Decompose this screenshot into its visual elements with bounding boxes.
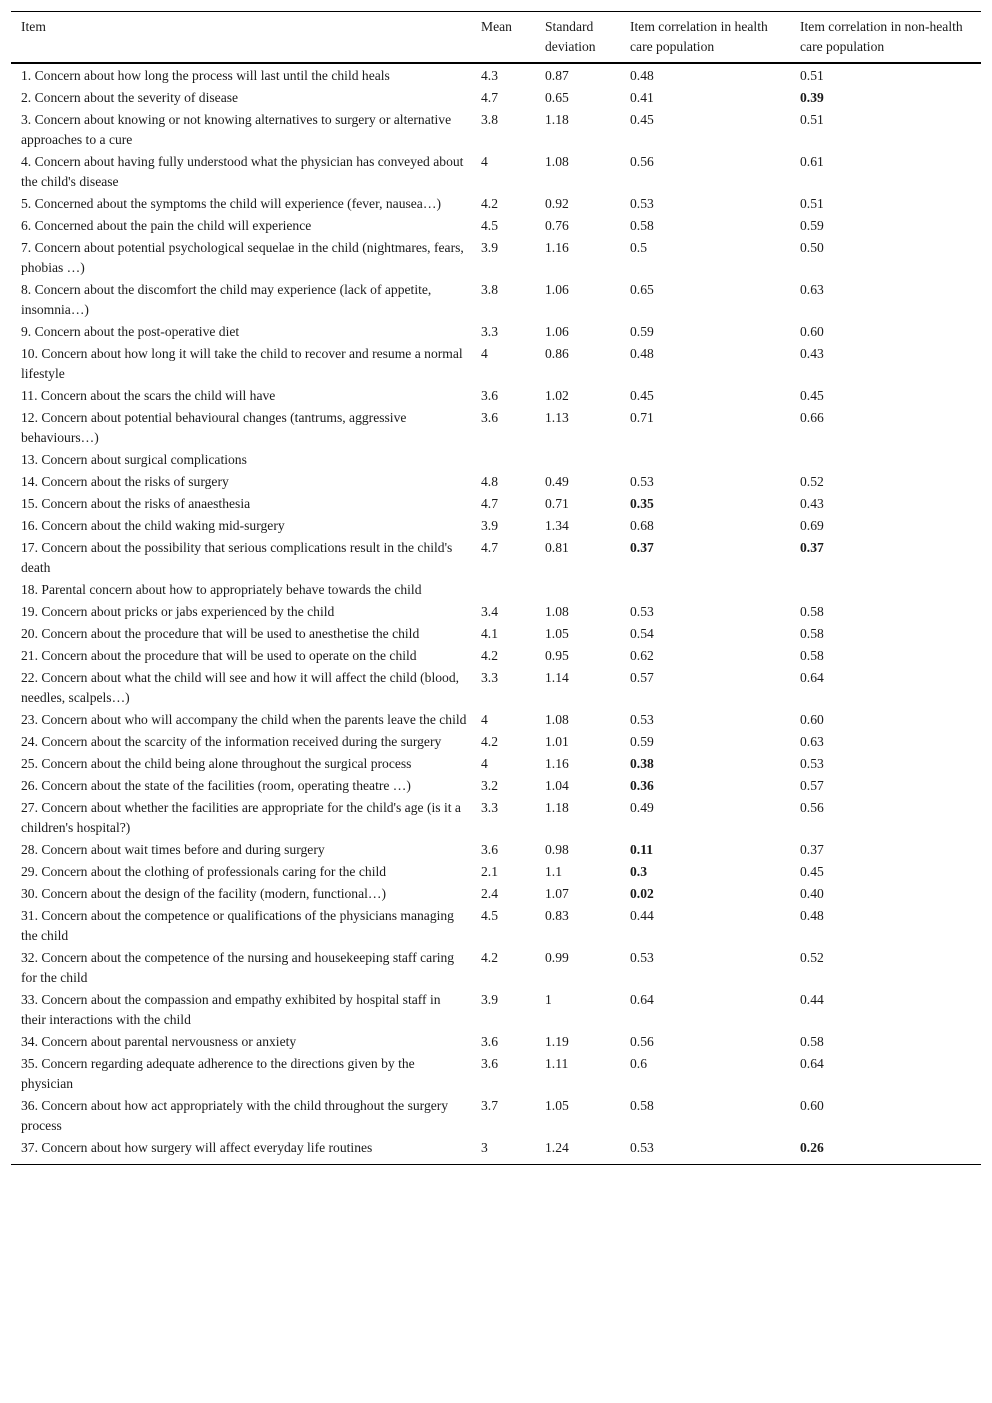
- item-cell: 22. Concern about what the child will see and how it will affect the child (blood, needles, scalpels…): [21, 670, 460, 705]
- nhc-cell: [796, 450, 981, 472]
- table-row: [11, 990, 981, 1032]
- nhc-cell: 0.58: [800, 604, 824, 619]
- sd-cell: 1.08: [545, 712, 569, 727]
- item-cell: 30. Concern about the design of the facility (modern, functional…): [21, 886, 387, 901]
- item-cell: 14. Concern about the risks of surgery: [21, 474, 229, 489]
- mean-cell: 3.9: [481, 992, 498, 1007]
- table-row: [11, 776, 981, 798]
- mean-cell: 3.2: [481, 778, 498, 793]
- table-row: [11, 798, 981, 840]
- mean-cell: 4: [481, 756, 488, 771]
- hc-cell-bold: 0.02: [630, 886, 654, 901]
- mean-cell: 3.6: [481, 1056, 498, 1071]
- item-cell: 34. Concern about parental nervousness or anxiety: [21, 1034, 297, 1049]
- table-row: [11, 408, 981, 450]
- table-row: [11, 194, 981, 216]
- item-cell: 5. Concerned about the symptoms the child will experience (fever, nausea…): [21, 196, 441, 211]
- nhc-cell: 0.61: [800, 154, 824, 169]
- item-cell: 27. Concern about whether the facilities are appropriate for the child's age (is it a children's hospital?): [21, 800, 461, 835]
- mean-cell: 4.2: [481, 648, 498, 663]
- table-row: [11, 754, 981, 776]
- sd-cell: [541, 450, 626, 472]
- table-row: [11, 538, 981, 580]
- nhc-cell: 0.51: [800, 196, 824, 211]
- mean-cell: 4.2: [481, 196, 498, 211]
- nhc-cell: 0.60: [800, 712, 824, 727]
- nhc-cell: 0.52: [800, 950, 824, 965]
- sd-cell: 0.87: [545, 68, 569, 83]
- sd-cell: [541, 580, 626, 602]
- item-cell: 24. Concern about the scarcity of the information received during the surgery: [21, 734, 442, 749]
- nhc-cell: 0.48: [800, 908, 824, 923]
- nhc-cell: 0.37: [800, 842, 824, 857]
- hc-cell: 0.57: [630, 670, 654, 685]
- mean-cell: 4.7: [481, 540, 498, 555]
- nhc-cell: 0.58: [800, 1034, 824, 1049]
- mean-cell: 4.3: [481, 68, 498, 83]
- hc-cell: 0.6: [630, 1056, 647, 1071]
- table-row: [11, 710, 981, 732]
- nhc-cell: 0.51: [800, 112, 824, 127]
- hc-cell: [626, 580, 796, 602]
- table-row: [11, 602, 981, 624]
- sd-cell: 0.49: [545, 474, 569, 489]
- item-cell: 26. Concern about the state of the facilities (room, operating theatre …): [21, 778, 411, 793]
- sd-cell: 1.08: [545, 154, 569, 169]
- mean-cell: 3.8: [481, 112, 498, 127]
- hc-cell: 0.53: [630, 474, 654, 489]
- mean-cell: 3.3: [481, 324, 498, 339]
- item-cell: 3. Concern about knowing or not knowing alternatives to surgery or alternative approaches to a cure: [21, 112, 452, 147]
- sd-cell: 0.92: [545, 196, 569, 211]
- hc-cell: 0.58: [630, 1098, 654, 1113]
- sd-cell: 1.16: [545, 240, 569, 255]
- hc-cell: 0.53: [630, 196, 654, 211]
- sd-cell: 1.24: [541, 1138, 626, 1165]
- sd-cell: 1.34: [545, 518, 569, 533]
- hc-cell: 0.44: [630, 908, 654, 923]
- hc-cell: 0.53: [630, 712, 654, 727]
- hc-cell-bold: 0.38: [630, 756, 654, 771]
- hc-cell: 0.48: [630, 346, 654, 361]
- sd-cell: 1.08: [545, 604, 569, 619]
- nhc-cell-bold: 0.39: [800, 90, 824, 105]
- mean-cell: 4.7: [481, 90, 498, 105]
- item-cell: 13. Concern about surgical complications: [21, 452, 247, 467]
- item-cell: 37. Concern about how surgery will affect everyday life routines: [11, 1138, 477, 1165]
- mean-cell: 4.5: [481, 218, 498, 233]
- sd-cell: 0.99: [545, 950, 569, 965]
- table-row: [11, 1054, 981, 1096]
- nhc-cell: 0.45: [800, 388, 824, 403]
- table-row: [11, 732, 981, 754]
- table-row: [11, 840, 981, 862]
- sd-cell: 1.06: [545, 324, 569, 339]
- item-cell: 7. Concern about potential psychological sequelae in the child (nightmares, fears, phobias …): [21, 240, 464, 275]
- header-standard-deviation: Standard deviation: [541, 12, 626, 64]
- hc-cell: 0.62: [630, 648, 654, 663]
- item-correlation-table: [11, 11, 981, 1165]
- table-row: [11, 1096, 981, 1138]
- table-row: [11, 624, 981, 646]
- sd-cell: 1.18: [545, 800, 569, 815]
- header-item: Item: [11, 12, 477, 64]
- sd-cell: 1.16: [545, 756, 569, 771]
- mean-cell: 3.8: [481, 282, 498, 297]
- nhc-cell: 0.45: [800, 864, 824, 879]
- nhc-cell: 0.57: [800, 778, 824, 793]
- nhc-cell: 0.52: [800, 474, 824, 489]
- header-non-health-care-correlation: Item correlation in non-health care population: [796, 12, 981, 64]
- table-row: [11, 668, 981, 710]
- item-cell: 15. Concern about the risks of anaesthesia: [21, 496, 251, 511]
- item-cell: 28. Concern about wait times before and during surgery: [21, 842, 325, 857]
- mean-cell: 3.4: [481, 604, 498, 619]
- nhc-cell-bold: 0.37: [800, 540, 824, 555]
- hc-cell: 0.45: [630, 388, 654, 403]
- table-row: [11, 516, 981, 538]
- mean-cell: 3.7: [481, 1098, 498, 1113]
- item-cell: 2. Concern about the severity of disease: [21, 90, 239, 105]
- table-row: [11, 322, 981, 344]
- mean-cell: 3.3: [481, 670, 498, 685]
- nhc-cell: 0.69: [800, 518, 824, 533]
- item-cell: 32. Concern about the competence of the nursing and housekeeping staff caring for the child: [21, 950, 455, 985]
- sd-cell: 0.71: [545, 496, 569, 511]
- mean-cell: 3.9: [481, 240, 498, 255]
- item-cell: 31. Concern about the competence or qualifications of the physicians managing the child: [21, 908, 454, 943]
- header-row: [11, 12, 981, 64]
- table-container: [11, 11, 981, 1165]
- table-row: [11, 472, 981, 494]
- table-row: [11, 494, 981, 516]
- mean-cell: 3.3: [481, 800, 498, 815]
- item-cell: 29. Concern about the clothing of professionals caring for the child: [21, 864, 387, 879]
- sd-cell: 0.95: [545, 648, 569, 663]
- sd-cell: 0.86: [545, 346, 569, 361]
- nhc-cell: 0.58: [800, 648, 824, 663]
- hc-cell: 0.59: [630, 734, 654, 749]
- sd-cell: 1: [545, 992, 552, 1007]
- hc-cell-bold: 0.11: [630, 842, 654, 857]
- sd-cell: 1.02: [545, 388, 569, 403]
- hc-cell: [626, 450, 796, 472]
- mean-cell: [477, 580, 541, 602]
- hc-cell: 0.5: [630, 240, 647, 255]
- nhc-cell: 0.50: [800, 240, 824, 255]
- table-row: [11, 862, 981, 884]
- item-cell: 19. Concern about pricks or jabs experienced by the child: [21, 604, 335, 619]
- header-mean: Mean: [477, 12, 541, 64]
- hc-cell: 0.56: [630, 1034, 654, 1049]
- sd-cell: 1.11: [545, 1056, 569, 1071]
- item-cell: 6. Concerned about the pain the child will experience: [21, 218, 312, 233]
- item-cell: 11. Concern about the scars the child will have: [21, 388, 276, 403]
- table-row: [11, 386, 981, 408]
- mean-cell: 2.1: [481, 864, 498, 879]
- mean-cell: 4: [481, 154, 488, 169]
- mean-cell: 3.6: [481, 1034, 498, 1049]
- table-row: [11, 906, 981, 948]
- mean-cell: 4.2: [481, 734, 498, 749]
- mean-cell: 3: [477, 1138, 541, 1165]
- item-cell: 9. Concern about the post-operative diet: [21, 324, 240, 339]
- item-cell: 17. Concern about the possibility that serious complications result in the child's death: [21, 540, 453, 575]
- hc-cell: 0.64: [630, 992, 654, 1007]
- nhc-cell: 0.43: [800, 496, 824, 511]
- hc-cell: 0.54: [630, 626, 654, 641]
- hc-cell: 0.58: [630, 218, 654, 233]
- sd-cell: 1.18: [545, 112, 569, 127]
- hc-cell: 0.71: [630, 410, 654, 425]
- table-row: [11, 238, 981, 280]
- nhc-cell: 0.59: [800, 218, 824, 233]
- nhc-cell: 0.56: [800, 800, 824, 815]
- sd-cell: 1.05: [545, 626, 569, 641]
- nhc-cell: [796, 580, 981, 602]
- mean-cell: 4.1: [481, 626, 498, 641]
- item-cell: 21. Concern about the procedure that will be used to operate on the child: [21, 648, 417, 663]
- hc-cell: 0.56: [630, 154, 654, 169]
- table-row: [11, 152, 981, 194]
- table-row: [11, 216, 981, 238]
- table-header: [11, 12, 981, 64]
- item-cell: 4. Concern about having fully understood what the physician has conveyed about the child's disease: [21, 154, 464, 189]
- hc-cell: 0.41: [630, 90, 654, 105]
- mean-cell: [477, 450, 541, 472]
- sd-cell: 0.76: [545, 218, 569, 233]
- nhc-cell: 0.64: [800, 1056, 824, 1071]
- item-cell: 18. Parental concern about how to appropriately behave towards the child: [21, 582, 422, 597]
- nhc-cell: 0.40: [800, 886, 824, 901]
- item-cell: 10. Concern about how long it will take the child to recover and resume a normal lifestyle: [21, 346, 463, 381]
- hc-cell-bold: 0.3: [630, 864, 647, 879]
- nhc-cell: 0.44: [800, 992, 824, 1007]
- sd-cell: 1.1: [545, 864, 562, 879]
- mean-cell: 4: [481, 346, 488, 361]
- nhc-cell: 0.43: [800, 346, 824, 361]
- item-cell: 16. Concern about the child waking mid-surgery: [21, 518, 285, 533]
- sd-cell: 0.98: [545, 842, 569, 857]
- item-cell: 35. Concern regarding adequate adherence to the directions given by the physician: [21, 1056, 415, 1091]
- table-row: [11, 88, 981, 110]
- table-row: [11, 948, 981, 990]
- nhc-cell: 0.58: [800, 626, 824, 641]
- sd-cell: 1.04: [545, 778, 569, 793]
- mean-cell: 4: [481, 712, 488, 727]
- nhc-cell: 0.60: [800, 324, 824, 339]
- table-row: [11, 450, 981, 472]
- mean-cell: 4.8: [481, 474, 498, 489]
- sd-cell: 1.14: [545, 670, 569, 685]
- mean-cell: 4.2: [481, 950, 498, 965]
- sd-cell: 1.13: [545, 410, 569, 425]
- table-row: [11, 884, 981, 906]
- table-row: [11, 63, 981, 88]
- hc-cell: 0.53: [626, 1138, 796, 1165]
- nhc-cell: 0.63: [800, 734, 824, 749]
- item-cell: 33. Concern about the compassion and empathy exhibited by hospital staff in their interactions with the child: [21, 992, 441, 1027]
- mean-cell: 3.6: [481, 410, 498, 425]
- table-row: [11, 1032, 981, 1054]
- nhc-cell-bold: 0.26: [796, 1138, 981, 1165]
- item-cell: 8. Concern about the discomfort the child may experience (lack of appetite, insomnia…): [21, 282, 432, 317]
- nhc-cell: 0.51: [800, 68, 824, 83]
- sd-cell: 0.81: [545, 540, 569, 555]
- hc-cell: 0.48: [630, 68, 654, 83]
- item-cell: 12. Concern about potential behavioural changes (tantrums, aggressive behaviours…): [21, 410, 407, 445]
- mean-cell: 3.6: [481, 842, 498, 857]
- table-row: [11, 280, 981, 322]
- item-cell: 1. Concern about how long the process will last until the child heals: [21, 68, 390, 83]
- nhc-cell: 0.60: [800, 1098, 824, 1113]
- hc-cell: 0.65: [630, 282, 654, 297]
- item-cell: 23. Concern about who will accompany the child when the parents leave the child: [21, 712, 467, 727]
- table-row: [11, 344, 981, 386]
- mean-cell: 4.7: [481, 496, 498, 511]
- sd-cell: 1.01: [545, 734, 569, 749]
- hc-cell: 0.59: [630, 324, 654, 339]
- header-health-care-correlation: Item correlation in health care population: [626, 12, 796, 64]
- mean-cell: 2.4: [481, 886, 498, 901]
- table-row: [11, 580, 981, 602]
- hc-cell: 0.68: [630, 518, 654, 533]
- hc-cell: 0.49: [630, 800, 654, 815]
- table-body: [11, 63, 981, 1165]
- sd-cell: 0.65: [545, 90, 569, 105]
- hc-cell: 0.53: [630, 950, 654, 965]
- sd-cell: 1.05: [545, 1098, 569, 1113]
- nhc-cell: 0.64: [800, 670, 824, 685]
- hc-cell: 0.45: [630, 112, 654, 127]
- item-cell: 25. Concern about the child being alone throughout the surgical process: [21, 756, 412, 771]
- sd-cell: 1.07: [545, 886, 569, 901]
- mean-cell: 3.9: [481, 518, 498, 533]
- table-row: [11, 646, 981, 668]
- nhc-cell: 0.66: [800, 410, 824, 425]
- mean-cell: 3.6: [481, 388, 498, 403]
- sd-cell: 0.83: [545, 908, 569, 923]
- hc-cell: 0.53: [630, 604, 654, 619]
- mean-cell: 4.5: [481, 908, 498, 923]
- hc-cell-bold: 0.36: [630, 778, 654, 793]
- nhc-cell: 0.63: [800, 282, 824, 297]
- hc-cell-bold: 0.35: [630, 496, 654, 511]
- nhc-cell: 0.53: [800, 756, 824, 771]
- sd-cell: 1.06: [545, 282, 569, 297]
- table-row: [11, 1138, 981, 1165]
- sd-cell: 1.19: [545, 1034, 569, 1049]
- table-row: [11, 110, 981, 152]
- item-cell: 20. Concern about the procedure that will be used to anesthetise the child: [21, 626, 420, 641]
- hc-cell-bold: 0.37: [630, 540, 654, 555]
- item-cell: 36. Concern about how act appropriately with the child throughout the surgery process: [21, 1098, 449, 1133]
